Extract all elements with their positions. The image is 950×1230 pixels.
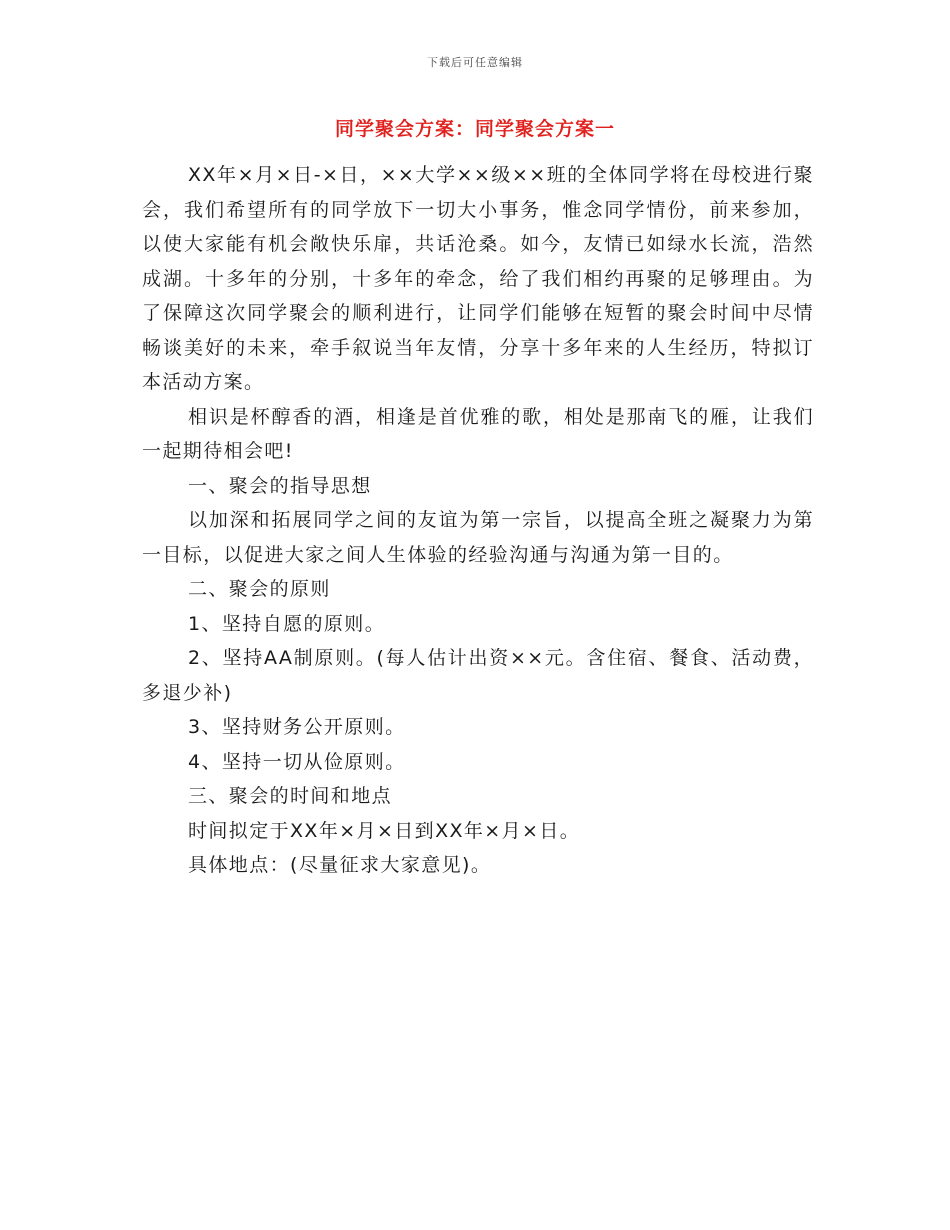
paragraph-expectation: 相识是杯醇香的酒，相逢是首优雅的歌，相处是那南飞的雁，让我们一起期待相会吧! [142,405,814,462]
section-heading-guiding-idea: 一、聚会的指导思想 [188,474,372,497]
paragraph-guiding-idea: 以加深和拓展同学之间的友谊为第一宗旨，以提高全班之凝聚力为第一目标，以促进大家之间人生体验的经验沟通与沟通为第一目的。 [142,509,814,566]
section-heading-principles: 二、聚会的原则 [188,578,331,600]
principle-item-2: 2、坚持AA制原则。(每人估计出资××元。含住宿、餐食、活动费，多退少补) [142,647,814,704]
header-note: 下载后可任意编辑 [427,56,523,69]
paragraph-place: 具体地点：(尽量征求大家意见)。 [188,854,492,876]
principle-item-1: 1、坚持自愿的原则。 [188,612,386,635]
paragraph-time: 时间拟定于XX年×月×日到XX年×月×日。 [188,819,581,842]
paragraph-intro: XX年×月×日-×日，××大学××级××班的全体同学将在母校进行聚会，我们希望所有的同学放下一切大小事务，惟念同学情份，前来参加，以使大家能有机会敞快乐扉，共话沧桑。如今，友情已如绿水长流，浩然成湖。十多年的分别，十多年的牵念，给了我们相约再聚的足够理由。为了保障这次同学聚会的顺利进行，让同学们能够在短暂的聚会时间中尽情畅谈美好的未来，牵手叙说当年友情，分享十多年来的人生经历，特拟订本活动方案。 [142,164,814,393]
principle-item-4: 4、坚持一切从俭原则。 [188,750,406,773]
document-body [142,158,814,883]
section-heading-time-place: 三、聚会的时间和地点 [188,785,393,807]
principle-item-3: 3、坚持财务公开原则。 [188,716,406,738]
document-title: 同学聚会方案：同学聚会方案一 [334,118,615,140]
